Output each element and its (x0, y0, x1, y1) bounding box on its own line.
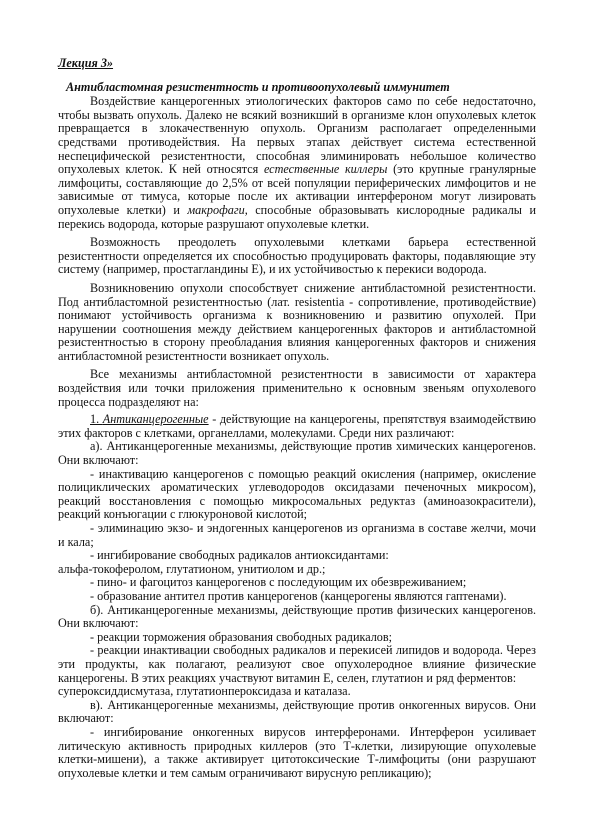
paragraph-1-text-c: способные образовывать кислородные радикалы и перекись водорода, которые разрушают опухолевые клетки. (58, 202, 536, 231)
paragraph-3: Возникновению опухоли способствует снижение антибластомной резистентности. Под антибластомной резистентностью (лат. resistentia - сопротивление, противодействие) понимают устойчивость организма к возникновению и развитию опухолей. При нарушении соотношения между действием канцерогенных факторов и антибластомной резистентностью в сторону преобладания влияния канцерогенных факторов и снижения антибластомной резистентности возникает опухоль. (58, 280, 536, 363)
anticarcinogenic-description: - действующие на канцерогены, препятствуя взаимодействию этих факторов с клетками, органеллами, молекулами. Среди них различают: (58, 412, 537, 440)
antioxidants-list: альфа-токоферолом, глутатионом, унитиолом и др.; (58, 561, 326, 576)
chemical-item-5: - образование антител против канцерогенов (канцерогены являются гаптенами). (90, 588, 507, 603)
enzymes-list: супероксиддисмутаза, глутатионпероксидаза и каталаза. (58, 684, 351, 699)
lecture-title: Лекция 3» (58, 56, 114, 70)
physical-heading: б). Антиканцерогенные механизмы, действующие против физических канцерогенов. Они включают: (58, 602, 536, 631)
paragraph-1-text-a: Воздействие канцерогенных этиологических факторов само по себе недостаточно, чтобы вызвать опухоль. Далеко не всякий возникший в организме клон опухолевых клеток превращается в злокачественную опухоль. Организм располагает определенными средствами противодействия. На первых этапах действует система естественной неспецифической резистентности, способная элиминировать небольшое количество опухолевых клеток. К ней относятся (58, 94, 536, 177)
chemical-heading: а). Антиканцерогенные механизмы, действующие против химических канцерогенов. Они включают: (58, 439, 536, 468)
term-natural-killers: естественные киллеры (263, 162, 388, 177)
paragraph-1-text-b: (это крупные гранулярные лимфоциты, составляющие до 2,5% от всей популяции периферических лимфоцитов и не зависимые от тимуса, которые после их активации интерфероном могут лизировать опухолевые клетки) и (58, 162, 537, 217)
viral-heading: в). Антиканцерогенные механизмы, действующие против онкогенных вирусов. Они включают: (58, 697, 536, 726)
paragraph-anticarcinogenic (58, 413, 536, 440)
viral-item-1: - ингибирование онкогенных вирусов интерферонами. Интерферон усиливает литическую активность природных киллеров (это Т-клетки, лизирующие опухолевые клетки-мишени), а также активирует цитотоксические Т-лимфоциты (они разрушают опухолевые клетки и тем самым ограничивают вирусную репликацию); (58, 724, 536, 780)
section-title: Антибластомная резистентность и противоопухолевый иммунитет (66, 79, 450, 94)
paragraph-2: Возможность преодолеть опухолевыми клетками барьера естественной резистентности определяется их способностью продуцировать факторы, подавляющие эту систему (например, простагландины Е), и их устойчивостью к перекиси водорода. (58, 235, 536, 277)
chemical-item-2: - элиминацию экзо- и эндогенных канцерогенов из организма в составе желчи, мочи и кала; (58, 521, 536, 549)
chemical-item-3: - ингибирование свободных радикалов антиоксидантами: (90, 548, 389, 563)
physical-item-1: - реакции торможения образования свободных радикалов; (90, 629, 393, 644)
physical-item-2: - реакции инактивации свободных радикалов и перекисей липидов и водорода. Через эти продукты, как полагают, реализуют свое опухолеродное влияние физические канцерогены. В этих реакциях участвуют витамин Е, селен, глутатион и ряд ферментов: (58, 643, 536, 685)
term-anticarcinogenic: Антиканцерогенные (102, 412, 209, 427)
list-number: 1. (90, 412, 103, 427)
chemical-item-1: - инактивацию канцерогенов с помощью реакций окисления (например, окисление полициклических ароматических углеводородов оксидазами печеночных микросом), реакций восстановления с помощью микросомальных редуктаз (аминоазокрасители), реакций конъюгации с глюкуроновой кислотой; (58, 466, 536, 522)
paragraph-1 (58, 95, 536, 231)
term-macrophages: макрофаги, (187, 202, 248, 217)
paragraph-4: Все механизмы антибластомной резистентности в зависимости от характера воздействия или точки приложения применительно к основным звеньям опухолевого процесса подразделяют на: (58, 367, 536, 409)
chemical-item-4: - пино- и фагоцитоз канцерогенов с последующим их обезвреживанием; (90, 575, 467, 590)
